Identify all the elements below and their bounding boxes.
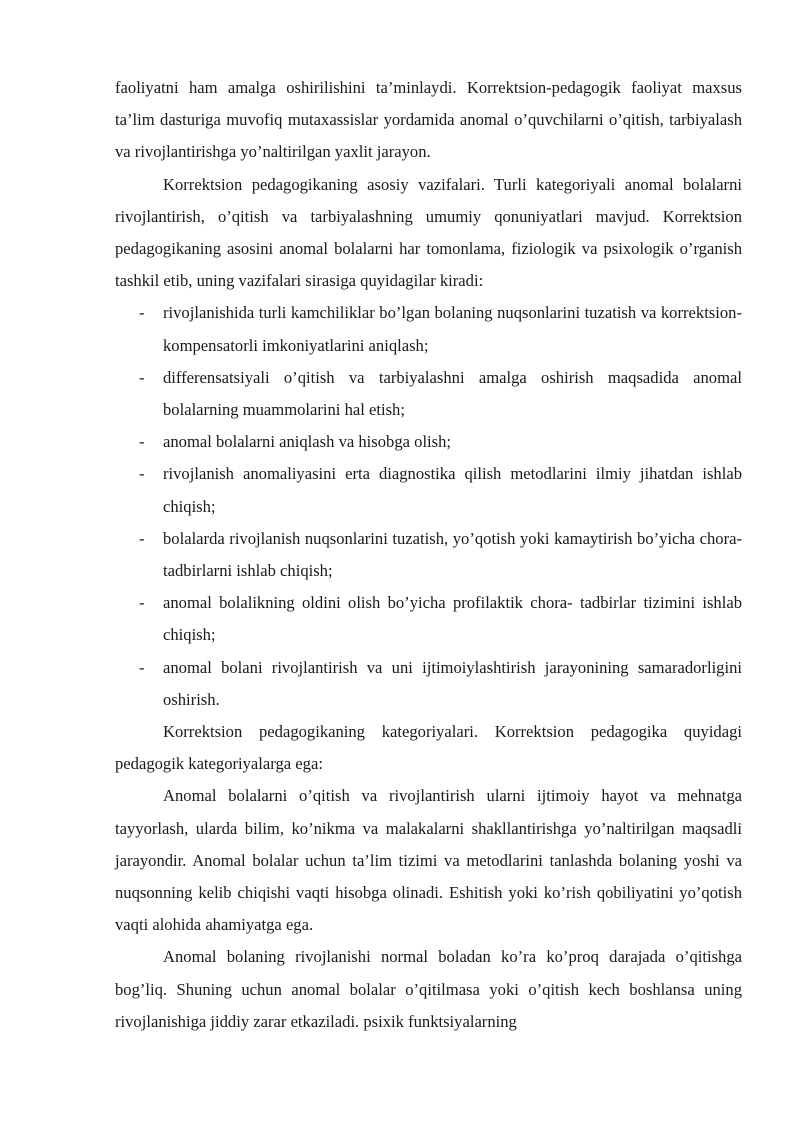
paragraph-main-tasks: Korrektsion pedagogikaning asosiy vazifalari. Turli kategoriyali anomal bolalarni rivojlantirish, o’qitish va tarbiyalashning umumiy qonuniyatlari mavjud. Korrektsion pedagogikaning asosini anomal bolalarni har tomonlama, fiziologik va psixologik o’rganish tashkil etib, uning vazifalari sirasiga quyidagilar kiradi: [115, 174, 742, 291]
list-item [115, 587, 742, 651]
list-item [115, 426, 742, 458]
list-item-text: bolalarda rivojlanish nuqsonlarini tuzatish, yo’qotish yoki kamaytirish bo’yicha chora-tadbirlarni ishlab chiqish; [163, 528, 742, 581]
list-item [115, 652, 742, 716]
list-item-text: anomal bolalikning oldini olish bo’yicha profilaktik chora- tadbirlar tizimini ishlab chiqish; [163, 593, 742, 645]
paragraph-development: Anomal bolaning rivojlanishi normal boladan ko’ra ko’proq darajada o’qitishga bog’liq. Shuning uchun anomal bolalar o’qitilmasa yoki o’qitish kech boshlansa uning rivojlanishiga jiddiy zarar etkaziladi. psixik funktsiyalarning [115, 947, 742, 1031]
list-marker: - [139, 528, 145, 548]
list-item [115, 362, 742, 426]
list-item [115, 523, 742, 587]
list-item-text: anomal bolani rivojlantirish va uni ijtimoiylashtirish jarayonining samaradorligini oshirish. [163, 657, 742, 709]
list-marker: - [139, 432, 145, 452]
document-page [115, 72, 742, 1038]
list-item-text: rivojlanishida turli kamchiliklar bo’lgan bolaning nuqsonlarini tuzatish va korrektsion-kompensatorli imkoniyatlarini aniqlash; [163, 303, 742, 355]
tasks-list [115, 297, 742, 716]
list-item-text: differensatsiyali o’qitish va tarbiyalashni amalga oshirish maqsadida anomal bolalarning muammolarini hal etish; [163, 367, 742, 420]
paragraph-teaching-process: Anomal bolalarni o’qitish va rivojlantirish ularni ijtimoiy hayot va mehnatga tayyorlash, ularda bilim, ko’nikma va malakalarni shakllantirishga yo’naltirilgan maqsadli jarayondir. Anomal bolalar uchun ta’lim tizimi va metodlarini tanlashda bolaning yoshi va nuqsonning kelib chiqishi vaqti hisobga olinadi. Eshitish yoki ko’rish qobiliyatini yo’qotish vaqti alohida ahamiyatga ega. [115, 786, 742, 935]
list-marker: - [139, 464, 145, 484]
list-marker: - [139, 593, 145, 613]
paragraph-intro-continuation: faoliyatni ham amalga oshirilishini ta’minlaydi. Korrektsion-pedagogik faoliyat maxsus ta’lim dasturiga muvofiq mutaxassislar yordamida anomal o’quvchilarni o’qitish, tarbiyalash va rivojlantirishga yo’naltirilgan yaxlit jarayon. [115, 78, 742, 162]
list-item-text: anomal bolalarni aniqlash va hisobga olish; [163, 432, 452, 452]
list-item [115, 297, 742, 361]
paragraph-categories: Korrektsion pedagogikaning kategoriyalari. Korrektsion pedagogika quyidagi pedagogik kategoriyalarga ega: [115, 722, 742, 774]
list-item [115, 458, 742, 522]
list-marker: - [139, 303, 145, 323]
list-item-text: rivojlanish anomaliyasini erta diagnostika qilish metodlarini ilmiy jihatdan ishlab chiqish; [163, 464, 742, 516]
list-marker: - [139, 367, 145, 387]
list-marker: - [139, 657, 145, 677]
